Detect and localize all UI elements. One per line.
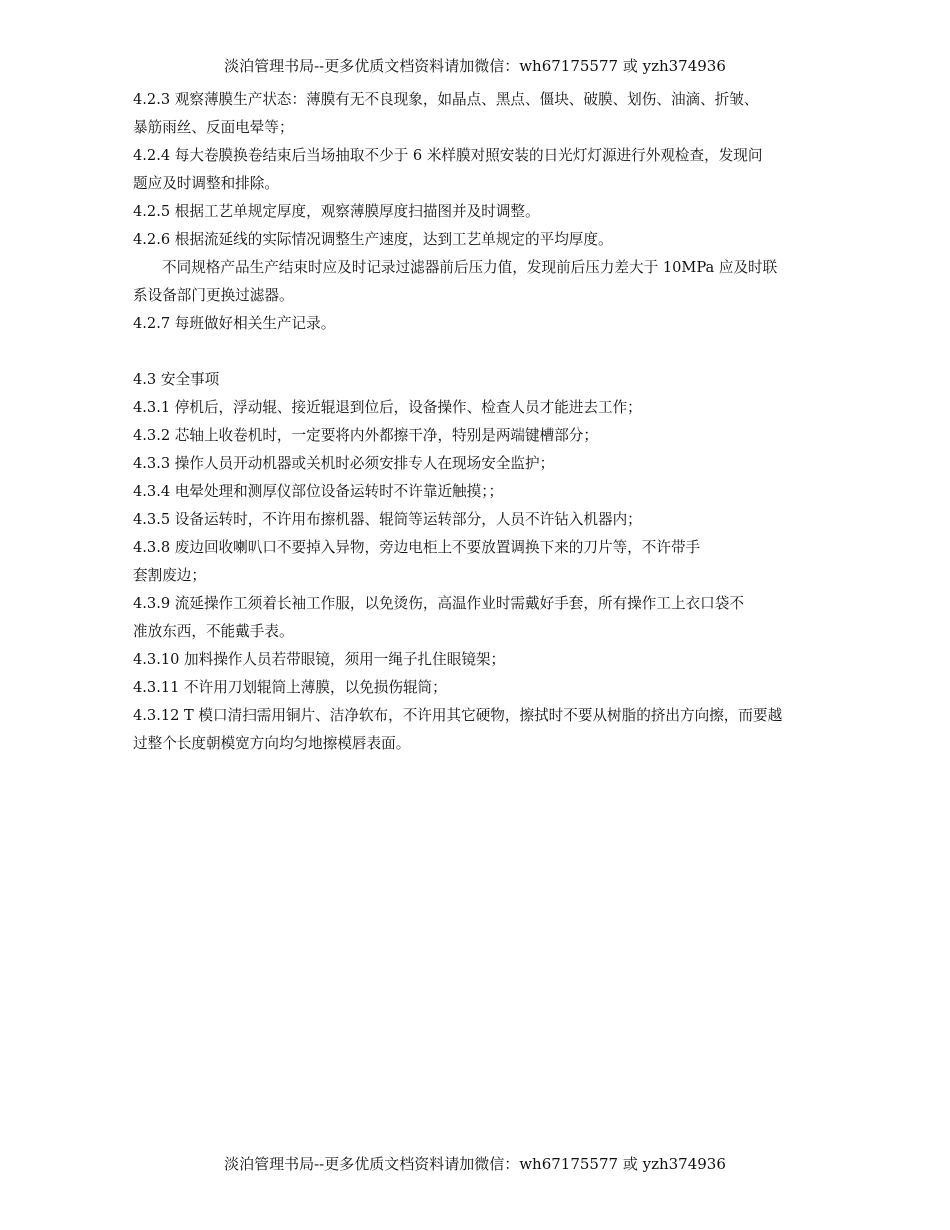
para-4-3-3: 4.3.3 操作人员开动机器或关机时必须安排专人在现场安全监护； (133, 455, 555, 472)
para-4-3-1: 4.3.1 停机后，浮动辊、接近辊退到位后，设备操作、检查人员才能进去工作； (133, 399, 642, 416)
para-4-2-4-line1: 4.2.4 每大卷膜换卷结束后当场抽取不少于 6 米样膜对照安装的日光灯灯源进行外观检查，发现问 (133, 147, 763, 164)
para-4-3-4: 4.3.4 电晕处理和测厚仪部位设备运转时不许靠近触摸；； (133, 483, 504, 500)
para-4-2-4-line2: 题应及时调整和排除。 (133, 175, 279, 192)
document-body (133, 86, 833, 758)
para-4-3-8-line1: 4.3.8 废边回收喇叭口不要掉入异物，旁边电柜上不要放置调换下来的刀片等，不许带手 (133, 539, 701, 556)
para-4-3-11: 4.3.11 不许用刀划辊筒上薄膜，以免损伤辊筒； (133, 679, 447, 696)
para-4-2-3-line1: 4.2.3 观察薄膜生产状态：薄膜有无不良现象，如晶点、黑点、僵块、破膜、划伤、油滴、折皱、 (133, 91, 759, 108)
page-footer: 淡泊管理书局--更多优质文档资料请加微信：wh67175577 或 yzh374936 (224, 1155, 726, 1173)
para-4-3-12-line2: 过整个长度朝模宽方向均匀地擦模唇表面。 (133, 735, 411, 752)
para-4-2-6: 4.2.6 根据流延线的实际情况调整生产速度，达到工艺单规定的平均厚度。 (133, 231, 613, 248)
para-4-3-9-line2: 准放东西，不能戴手表。 (133, 623, 294, 640)
para-4-2-3-line2: 暴筋雨丝、反面电晕等； (133, 119, 294, 136)
page-header: 淡泊管理书局--更多优质文档资料请加微信：wh67175577 或 yzh374936 (224, 57, 726, 75)
para-4-3-9-line1: 4.3.9 流延操作工须着长袖工作服，以免烫伤，高温作业时需戴好手套，所有操作工上衣口袋不 (133, 595, 744, 612)
para-4-2-5: 4.2.5 根据工艺单规定厚度，观察薄膜厚度扫描图并及时调整。 (133, 203, 540, 220)
para-4-3-2: 4.3.2 芯轴上收卷机时，一定要将内外都擦干净，特别是两端键槽部分； (133, 427, 598, 444)
para-4-3-12-line1: 4.3.12 T 模口清扫需用铜片、洁净软布，不许用其它硬物，擦拭时不要从树脂的挤出方向擦，而要越 (133, 707, 783, 724)
blank-line (133, 338, 833, 366)
para-4-3-5: 4.3.5 设备运转时，不许用布擦机器、辊筒等运转部分，人员不许钻入机器内； (133, 511, 642, 528)
para-4-3-8-line2: 套割废边； (133, 567, 206, 584)
para-4-3-10: 4.3.10 加料操作人员若带眼镜，须用一绳子扎住眼镜架； (133, 651, 506, 668)
section-heading-4-3: 4.3 安全事项 (133, 371, 220, 388)
para-filter-line1: 不同规格产品生产结束时应及时记录过滤器前后压力值，发现前后压力差大于 10MPa 应及时联 (162, 259, 778, 276)
para-filter-line2: 系设备部门更换过滤器。 (133, 287, 294, 304)
para-4-2-7: 4.2.7 每班做好相关生产记录。 (133, 315, 336, 332)
